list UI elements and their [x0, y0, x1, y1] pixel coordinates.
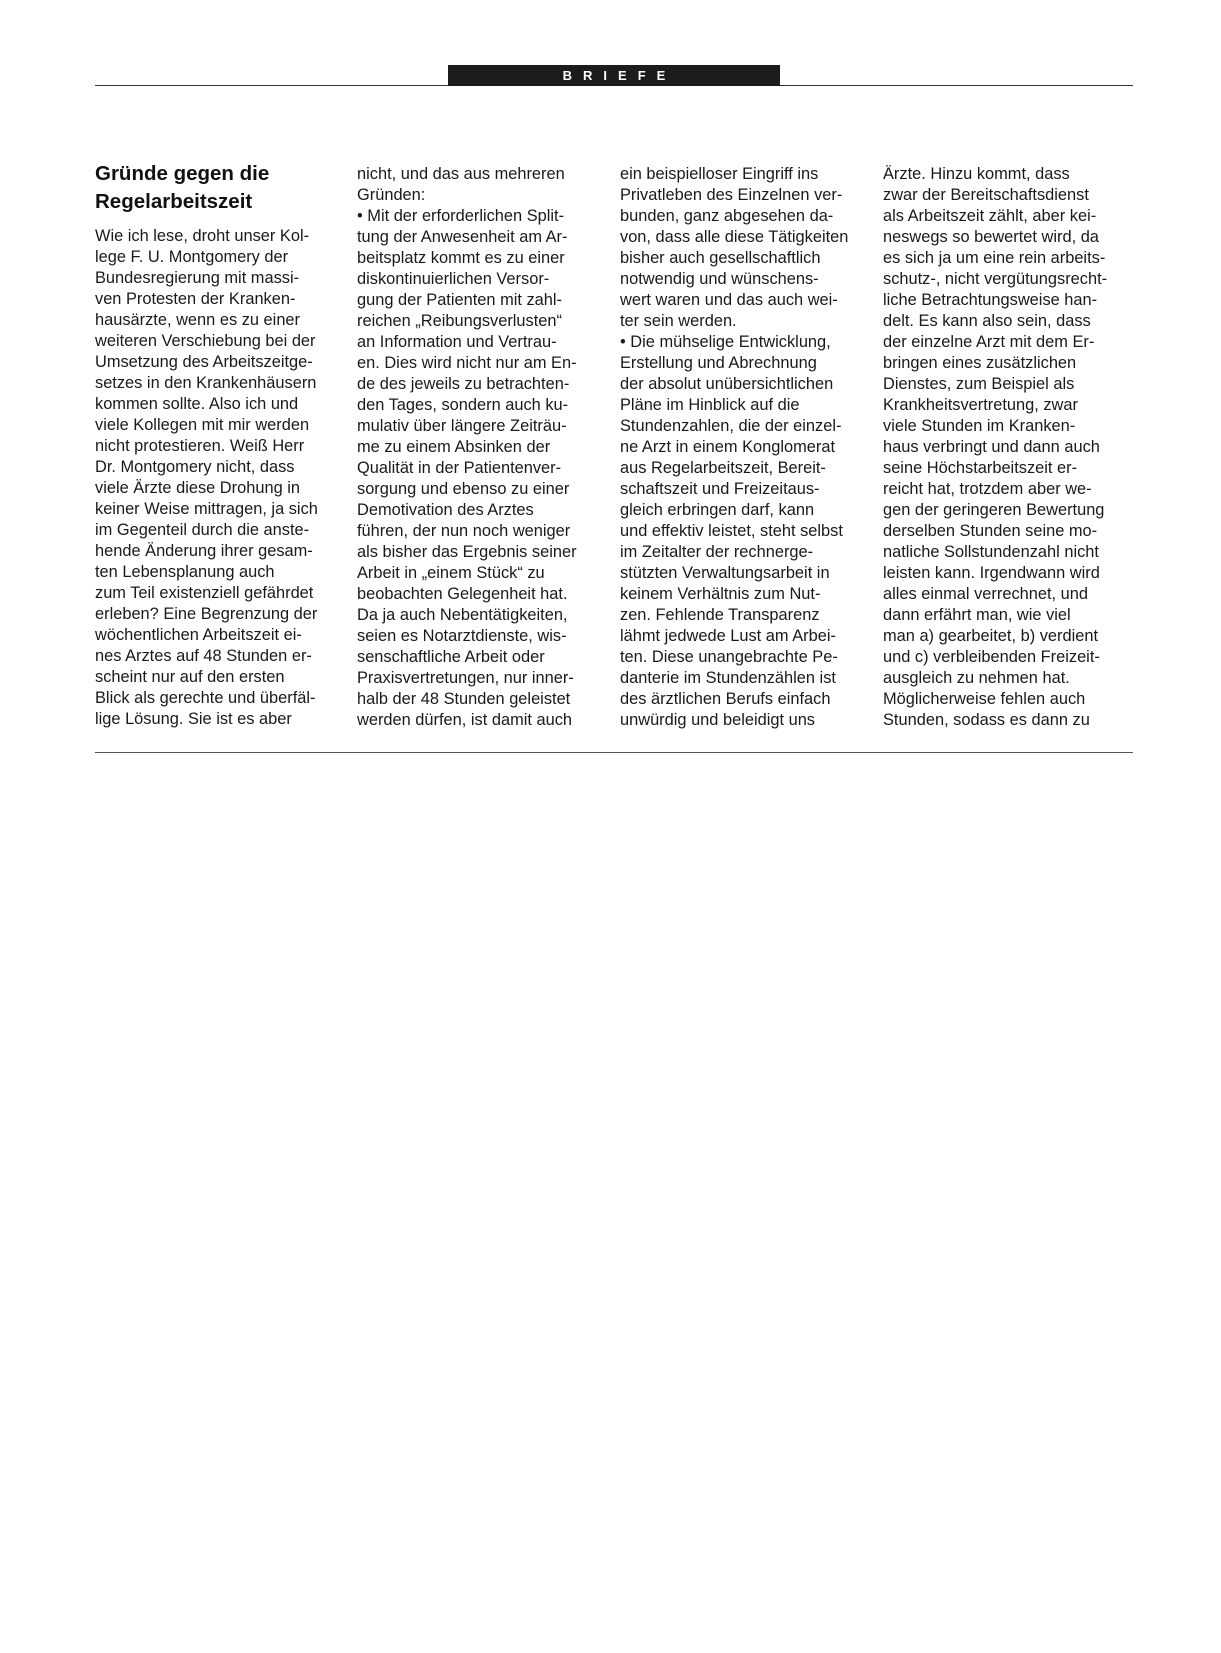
text-line: hausärzte, wenn es zu einer	[95, 311, 301, 329]
text-line: halb der 48 Stunden geleistet	[357, 690, 571, 708]
text-line: im Gegenteil durch die anste-	[95, 521, 310, 539]
text-line: reicht hat, trotzdem aber we-	[883, 480, 1092, 498]
text-line: lähmt jedwede Lust am Arbei-	[620, 627, 836, 645]
text-line: Stunden, sodass es dann zu	[883, 711, 1090, 729]
text-line: Möglicherweise fehlen auch	[883, 690, 1086, 708]
text-line: • Mit der erforderlichen Split-	[357, 207, 565, 225]
text-line: unwürdig und beleidigt uns	[620, 711, 816, 729]
text-line: seien es Notarztdienste, wis-	[357, 627, 567, 645]
text-line: Da ja auch Nebentätigkeiten,	[357, 606, 568, 624]
text-line: schaftszeit und Freizeitaus-	[620, 480, 820, 498]
text-line: haus verbringt und dann auch	[883, 438, 1100, 456]
article-column-3	[620, 164, 870, 731]
text-line: als bisher das Ergebnis seiner	[357, 543, 577, 561]
text-line: kommen sollte. Also ich und	[95, 395, 299, 413]
column-body	[620, 164, 870, 731]
text-line: tung der Anwesenheit am Ar-	[357, 228, 568, 246]
text-line: leisten kann. Irgendwann wird	[883, 564, 1100, 582]
text-line: liche Betrachtungsweise han-	[883, 291, 1098, 309]
text-line: an Information und Vertrau-	[357, 333, 557, 351]
text-line: und effektiv leistet, steht selbst	[620, 522, 843, 540]
column-body	[95, 226, 345, 730]
text-line: bisher auch gesellschaftlich	[620, 249, 821, 267]
text-line: viele Stunden im Kranken-	[883, 417, 1076, 435]
text-line: keiner Weise mittragen, ja sich	[95, 500, 318, 518]
text-line: beobachten Gelegenheit hat.	[357, 585, 568, 603]
column-body	[883, 164, 1133, 731]
article-column-1	[95, 160, 345, 730]
footer-rule	[95, 752, 1133, 753]
text-line: ten Lebensplanung auch	[95, 563, 275, 581]
text-line: erleben? Eine Begrenzung der	[95, 605, 318, 623]
text-line: und c) verbleibenden Freizeit-	[883, 648, 1100, 666]
text-line: Qualität in der Patientenver-	[357, 459, 562, 477]
text-line: Ärzte. Hinzu kommt, dass	[883, 165, 1070, 183]
text-line: Demotivation des Arztes	[357, 501, 534, 519]
text-line: ne Arzt in einem Konglomerat	[620, 438, 836, 456]
text-line: diskontinuierlichen Versor-	[357, 270, 550, 288]
text-line: man a) gearbeitet, b) verdient	[883, 627, 1099, 645]
text-line: Dienstes, zum Beispiel als	[883, 375, 1075, 393]
text-line: zen. Fehlende Transparenz	[620, 606, 820, 624]
text-line: lige Lösung. Sie ist es aber	[95, 710, 292, 728]
text-line: setzes in den Krankenhäusern	[95, 374, 317, 392]
text-line: lege F. U. Montgomery der	[95, 248, 289, 266]
text-line: Stundenzahlen, die der einzel-	[620, 417, 842, 435]
text-line: scheint nur auf den ersten	[95, 668, 285, 686]
text-line: mulativ über längere Zeiträu-	[357, 417, 567, 435]
text-line: sorgung und ebenso zu einer	[357, 480, 570, 498]
text-line: es sich ja um eine rein arbeits-	[883, 249, 1106, 267]
text-line: Dr. Montgomery nicht, dass	[95, 458, 295, 476]
text-line: weiteren Verschiebung bei der	[95, 332, 316, 350]
text-line: notwendig und wünschens-	[620, 270, 819, 288]
text-line: bringen eines zusätzlichen	[883, 354, 1077, 372]
text-line: me zu einem Absinken der	[357, 438, 551, 456]
text-line: der einzelne Arzt mit dem Er-	[883, 333, 1095, 351]
text-line: nicht protestieren. Weiß Herr	[95, 437, 305, 455]
text-line: en. Dies wird nicht nur am En-	[357, 354, 577, 372]
text-line: ausgleich zu nehmen hat.	[883, 669, 1070, 687]
headline-line: Regelarbeitszeit	[95, 190, 253, 213]
text-line: Krankheitsvertretung, zwar	[883, 396, 1078, 414]
text-line: Bundesregierung mit massi-	[95, 269, 300, 287]
text-line: als Arbeitszeit zählt, aber kei-	[883, 207, 1097, 225]
text-line: nes Arztes auf 48 Stunden er-	[95, 647, 312, 665]
text-line: ten. Diese unangebrachte Pe-	[620, 648, 838, 666]
text-line: wert waren und das auch wei-	[620, 291, 838, 309]
text-line: natliche Sollstundenzahl nicht	[883, 543, 1099, 561]
text-line: ven Protesten der Kranken-	[95, 290, 296, 308]
text-line: im Zeitalter der rechnerge-	[620, 543, 814, 561]
text-line: Wie ich lese, droht unser Kol-	[95, 227, 310, 245]
article-headline	[95, 160, 345, 216]
text-line: bunden, ganz abgesehen da-	[620, 207, 834, 225]
text-line: Erstellung und Abrechnung	[620, 354, 817, 372]
text-line: derselben Stunden seine mo-	[883, 522, 1098, 540]
text-line: von, dass alle diese Tätigkeiten	[620, 228, 849, 246]
text-line: schutz-, nicht vergütungsrecht-	[883, 270, 1108, 288]
text-line: senschaftliche Arbeit oder	[357, 648, 545, 666]
text-line: ter sein werden.	[620, 312, 737, 330]
text-line: Umsetzung des Arbeitszeitge-	[95, 353, 313, 371]
text-line: dann erfährt man, wie viel	[883, 606, 1071, 624]
text-line: Privatleben des Einzelnen ver-	[620, 186, 843, 204]
text-line: der absolut unübersichtlichen	[620, 375, 834, 393]
headline-line: Gründe gegen die	[95, 162, 270, 185]
text-line: zum Teil existenziell gefährdet	[95, 584, 314, 602]
text-line: führen, der nun noch weniger	[357, 522, 571, 540]
section-label: BRIEFE	[448, 65, 780, 86]
letter-article	[95, 160, 1133, 740]
text-line: gen der geringeren Bewertung	[883, 501, 1105, 519]
text-line: delt. Es kann also sein, dass	[883, 312, 1091, 330]
text-line: Pläne im Hinblick auf die	[620, 396, 800, 414]
text-line: Praxisvertretungen, nur inner-	[357, 669, 574, 687]
text-line: stützten Verwaltungsarbeit in	[620, 564, 830, 582]
text-line: aus Regelarbeitszeit, Bereit-	[620, 459, 826, 477]
text-line: des ärztlichen Berufs einfach	[620, 690, 831, 708]
text-line: hende Änderung ihrer gesam-	[95, 542, 313, 560]
text-line: werden dürfen, ist damit auch	[357, 711, 573, 729]
text-line: zwar der Bereitschaftsdienst	[883, 186, 1089, 204]
article-column-4	[883, 164, 1133, 731]
text-line: Gründen:	[357, 186, 426, 204]
text-line: beitsplatz kommt es zu einer	[357, 249, 565, 267]
text-line: gleich erbringen darf, kann	[620, 501, 815, 519]
text-line: gung der Patienten mit zahl-	[357, 291, 563, 309]
text-line: de des jeweils zu betrachten-	[357, 375, 570, 393]
text-line: viele Ärzte diese Drohung in	[95, 479, 300, 497]
text-line: reichen „Reibungsverlusten“	[357, 312, 562, 330]
text-line: nicht, und das aus mehreren	[357, 165, 565, 183]
column-body	[357, 164, 607, 731]
text-line: Blick als gerechte und überfäl-	[95, 689, 316, 707]
text-line: den Tages, sondern auch ku-	[357, 396, 569, 414]
text-line: keinem Verhältnis zum Nut-	[620, 585, 821, 603]
text-line: neswegs so bewertet wird, da	[883, 228, 1099, 246]
text-line: viele Kollegen mit mir werden	[95, 416, 310, 434]
text-line: alles einmal verrechnet, und	[883, 585, 1088, 603]
article-column-2	[357, 164, 607, 731]
text-line: • Die mühselige Entwicklung,	[620, 333, 831, 351]
text-line: seine Höchstarbeitszeit er-	[883, 459, 1078, 477]
text-line: wöchentlichen Arbeitszeit ei-	[95, 626, 302, 644]
text-line: ein beispielloser Eingriff ins	[620, 165, 819, 183]
text-line: Arbeit in „einem Stück“ zu	[357, 564, 545, 582]
text-line: danterie im Stundenzählen ist	[620, 669, 836, 687]
